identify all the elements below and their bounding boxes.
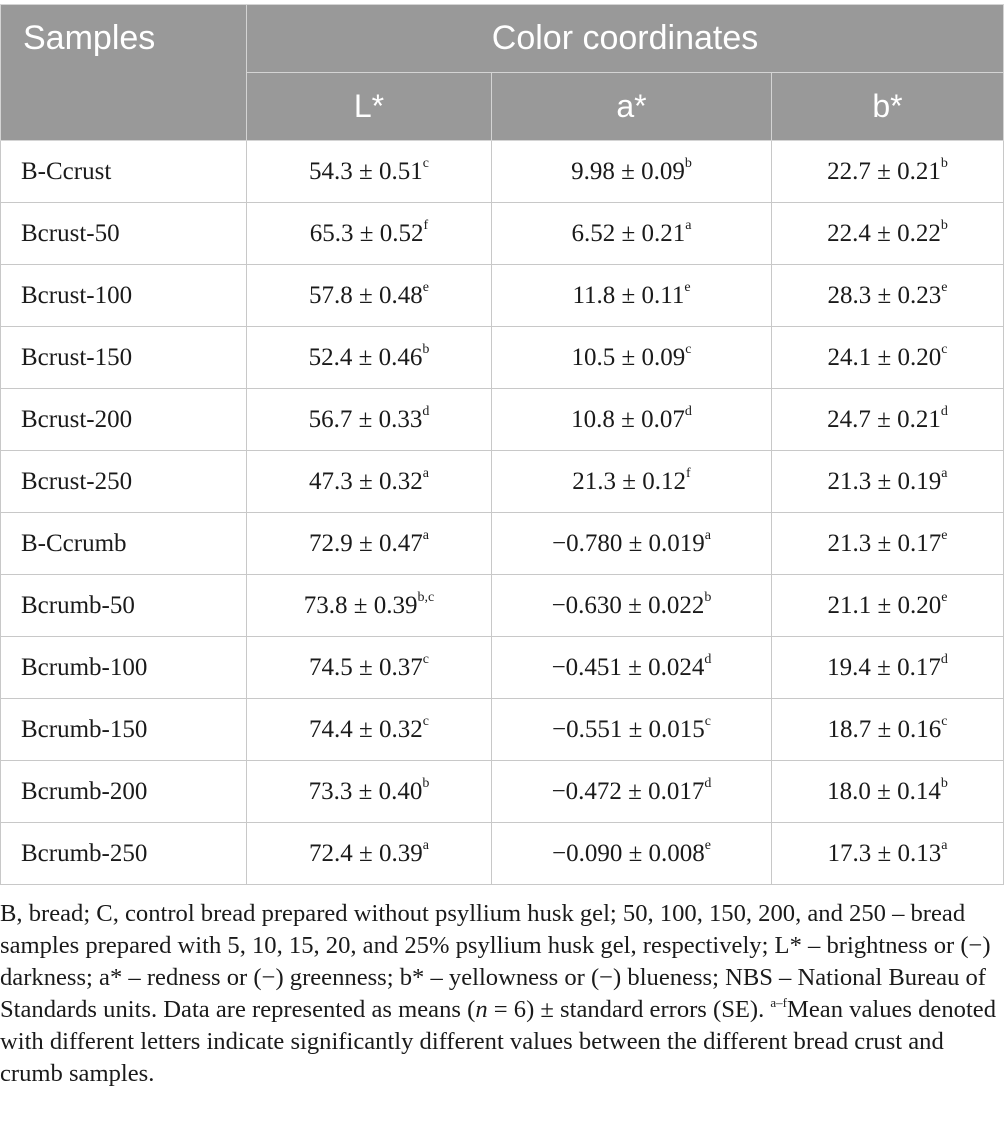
a-value-cell: [492, 203, 772, 265]
a-value-cell-value: −0.551 ± 0.015: [551, 715, 705, 743]
sample-name-cell-value: B-Ccrust: [21, 157, 112, 185]
a-value-cell: [492, 265, 772, 327]
sample-name-cell: [1, 699, 247, 761]
sample-name-cell-value: Bcrumb-250: [21, 839, 148, 867]
sample-name-cell-value: Bcrust-50: [21, 219, 120, 247]
L-value-cell: [247, 265, 492, 327]
a-value-cell-value: −0.780 ± 0.019: [551, 529, 705, 557]
L-value-cell-significance-letter: f: [423, 218, 429, 234]
b-value-cell-value: 22.4 ± 0.22: [827, 219, 941, 247]
sample-name-cell: [1, 265, 247, 327]
color-coordinates-header: Color coordinates: [247, 5, 1004, 73]
L-value-cell-value: 57.8 ± 0.48: [309, 281, 423, 309]
sample-name-cell-value: Bcrumb-150: [21, 715, 148, 743]
L-value-cell-significance-letter: d: [422, 404, 430, 420]
L-value-cell: [247, 637, 492, 699]
b-value-cell-significance-letter: a: [941, 466, 948, 482]
a-value-cell-significance-letter: f: [686, 466, 691, 482]
a-value-cell-value: −0.472 ± 0.017: [551, 777, 705, 805]
L-value-cell-value: 72.9 ± 0.47: [309, 529, 423, 557]
sample-name-cell-value: Bcrumb-100: [21, 653, 148, 681]
b-value-cell: [772, 203, 1004, 265]
sample-name-cell: [1, 141, 247, 203]
L-value-cell-value: 47.3 ± 0.32: [309, 467, 423, 495]
a-value-cell-significance-letter: d: [704, 776, 712, 792]
a-value-cell-significance-letter: e: [684, 280, 691, 296]
sample-name-cell-value: Bcrumb-200: [21, 777, 148, 805]
b-value-cell: [772, 265, 1004, 327]
a-value-cell-value: 11.8 ± 0.11: [572, 281, 685, 309]
L-value-cell: [247, 141, 492, 203]
footnote-n: n: [475, 996, 488, 1023]
b-value-cell-significance-letter: d: [940, 404, 948, 420]
sample-name-cell: [1, 637, 247, 699]
L-value-cell-significance-letter: b,c: [417, 590, 435, 606]
sample-name-cell-value: Bcrust-100: [21, 281, 133, 309]
b-value-cell-significance-letter: e: [941, 590, 948, 606]
a-value-cell-value: 9.98 ± 0.09: [571, 157, 685, 185]
column-header-b: b*: [772, 73, 1004, 141]
b-value-cell: [772, 513, 1004, 575]
b-value-cell-value: 21.1 ± 0.20: [827, 591, 942, 619]
L-value-cell-value: 73.8 ± 0.39: [303, 591, 418, 619]
table-row: [1, 513, 1004, 575]
L-value-cell-significance-letter: c: [422, 714, 429, 730]
a-value-cell-value: 21.3 ± 0.12: [572, 467, 687, 495]
L-value-cell: [247, 451, 492, 513]
b-value-cell-value: 18.0 ± 0.14: [827, 777, 941, 805]
L-value-cell-value: 56.7 ± 0.33: [308, 405, 423, 433]
table-row: [1, 575, 1004, 637]
a-value-cell: [492, 699, 772, 761]
L-value-cell: [247, 513, 492, 575]
b-value-cell: [772, 823, 1004, 885]
b-value-cell-significance-letter: b: [940, 776, 948, 792]
L-value-cell-significance-letter: e: [422, 280, 429, 296]
sample-name-cell-value: B-Ccrumb: [21, 529, 127, 557]
table-row: [1, 761, 1004, 823]
b-value-cell-significance-letter: b: [940, 156, 948, 172]
L-value-cell-value: 65.3 ± 0.52: [309, 219, 424, 247]
a-value-cell-value: 10.8 ± 0.07: [571, 405, 685, 433]
a-value-cell: [492, 389, 772, 451]
a-value-cell-value: −0.090 ± 0.008: [551, 839, 705, 867]
L-value-cell-value: 72.4 ± 0.39: [309, 839, 423, 867]
column-header-L: L*: [247, 73, 492, 141]
L-value-cell-value: 54.3 ± 0.51: [309, 157, 423, 185]
b-value-cell: [772, 699, 1004, 761]
L-value-cell-value: 73.3 ± 0.40: [308, 777, 423, 805]
L-value-cell-significance-letter: a: [422, 528, 429, 544]
a-value-cell: [492, 761, 772, 823]
L-value-cell: [247, 823, 492, 885]
samples-header: Samples: [1, 5, 247, 141]
table-row: [1, 637, 1004, 699]
sample-name-cell: [1, 203, 247, 265]
L-value-cell-significance-letter: a: [422, 466, 429, 482]
L-value-cell-significance-letter: a: [422, 838, 429, 854]
sample-name-cell-value: Bcrust-250: [21, 467, 133, 495]
b-value-cell-significance-letter: b: [940, 218, 948, 234]
footnote-text-1: B, bread; C, control bread prepared without psyllium husk gel; 50, 100, 150, 200, and 250 – bread samples prepared with 5, 10, 15, 20, and 25% psyllium husk gel, respectively; L* – brightness or (−) darkness; a* – redness or (−) greenness; b* – yellowness or (−) blueness; NBS – National Bureau of Standards units. Data are represented as means (: [0, 900, 991, 1023]
table-row: [1, 389, 1004, 451]
sample-name-cell: [1, 761, 247, 823]
table-row: [1, 451, 1004, 513]
b-value-cell: [772, 327, 1004, 389]
a-value-cell-significance-letter: d: [704, 652, 712, 668]
b-value-cell: [772, 761, 1004, 823]
color-coordinates-table: [0, 4, 1004, 885]
L-value-cell: [247, 575, 492, 637]
table-row: [1, 265, 1004, 327]
sample-name-cell: [1, 451, 247, 513]
b-value-cell-significance-letter: a: [941, 838, 948, 854]
a-value-cell-significance-letter: b: [684, 156, 692, 172]
L-value-cell-value: 74.4 ± 0.32: [309, 715, 423, 743]
b-value-cell-value: 24.7 ± 0.21: [827, 405, 941, 433]
a-value-cell-value: −0.451 ± 0.024: [551, 653, 705, 681]
sample-name-cell: [1, 513, 247, 575]
b-value-cell-value: 28.3 ± 0.23: [827, 281, 942, 309]
b-value-cell: [772, 141, 1004, 203]
a-value-cell-value: 6.52 ± 0.21: [571, 219, 686, 247]
L-value-cell-significance-letter: c: [422, 652, 429, 668]
footnote-text-2: = 6) ± standard errors (SE).: [487, 996, 771, 1023]
L-value-cell: [247, 699, 492, 761]
sample-name-cell: [1, 327, 247, 389]
L-value-cell-significance-letter: b: [422, 776, 430, 792]
table-header: [1, 5, 1004, 141]
a-value-cell: [492, 637, 772, 699]
b-value-cell-significance-letter: c: [941, 714, 948, 730]
b-value-cell-value: 21.3 ± 0.19: [827, 467, 942, 495]
footnote-text-3: Mean values denoted with different letters indicate significantly different values between the different bread crust and crumb samples.: [0, 996, 996, 1087]
L-value-cell: [247, 327, 492, 389]
L-value-cell-value: 52.4 ± 0.46: [308, 343, 423, 371]
table-footnote: [0, 898, 1005, 1090]
column-header-a: a*: [492, 73, 772, 141]
table-row: [1, 203, 1004, 265]
b-value-cell-value: 21.3 ± 0.17: [827, 529, 942, 557]
a-value-cell: [492, 327, 772, 389]
a-value-cell-significance-letter: c: [685, 342, 692, 358]
b-value-cell: [772, 389, 1004, 451]
table-row: [1, 699, 1004, 761]
b-value-cell-value: 24.1 ± 0.20: [827, 343, 942, 371]
a-value-cell-significance-letter: d: [684, 404, 692, 420]
a-value-cell: [492, 141, 772, 203]
a-value-cell-significance-letter: a: [704, 528, 712, 544]
a-value-cell: [492, 513, 772, 575]
b-value-cell-value: 17.3 ± 0.13: [827, 839, 942, 867]
L-value-cell: [247, 389, 492, 451]
L-value-cell-significance-letter: c: [422, 156, 429, 172]
sample-name-cell-value: Bcrust-150: [21, 343, 133, 371]
L-value-cell: [247, 203, 492, 265]
b-value-cell-significance-letter: c: [941, 342, 948, 358]
b-value-cell-value: 19.4 ± 0.17: [827, 653, 941, 681]
table-row: [1, 823, 1004, 885]
table-body: [1, 141, 1004, 885]
b-value-cell-significance-letter: d: [940, 652, 948, 668]
L-value-cell-value: 74.5 ± 0.37: [309, 653, 423, 681]
a-value-cell: [492, 575, 772, 637]
a-value-cell-significance-letter: b: [704, 590, 712, 606]
sample-name-cell: [1, 575, 247, 637]
sample-name-cell: [1, 389, 247, 451]
a-value-cell: [492, 451, 772, 513]
b-value-cell-value: 18.7 ± 0.16: [827, 715, 942, 743]
footnote-superscript: a–f: [770, 994, 788, 1010]
b-value-cell-significance-letter: e: [941, 280, 948, 296]
table-row: [1, 141, 1004, 203]
b-value-cell: [772, 637, 1004, 699]
a-value-cell-value: −0.630 ± 0.022: [551, 591, 705, 619]
a-value-cell-significance-letter: e: [704, 838, 712, 854]
L-value-cell: [247, 761, 492, 823]
a-value-cell-value: 10.5 ± 0.09: [571, 343, 686, 371]
sample-name-cell: [1, 823, 247, 885]
sample-name-cell-value: Bcrumb-50: [21, 591, 135, 619]
b-value-cell: [772, 575, 1004, 637]
a-value-cell-significance-letter: a: [685, 218, 692, 234]
b-value-cell-value: 22.7 ± 0.21: [827, 157, 941, 185]
a-value-cell-significance-letter: c: [704, 714, 712, 730]
L-value-cell-significance-letter: b: [422, 342, 430, 358]
a-value-cell: [492, 823, 772, 885]
b-value-cell-significance-letter: e: [941, 528, 948, 544]
sample-name-cell-value: Bcrust-200: [21, 405, 133, 433]
table-row: [1, 327, 1004, 389]
b-value-cell: [772, 451, 1004, 513]
